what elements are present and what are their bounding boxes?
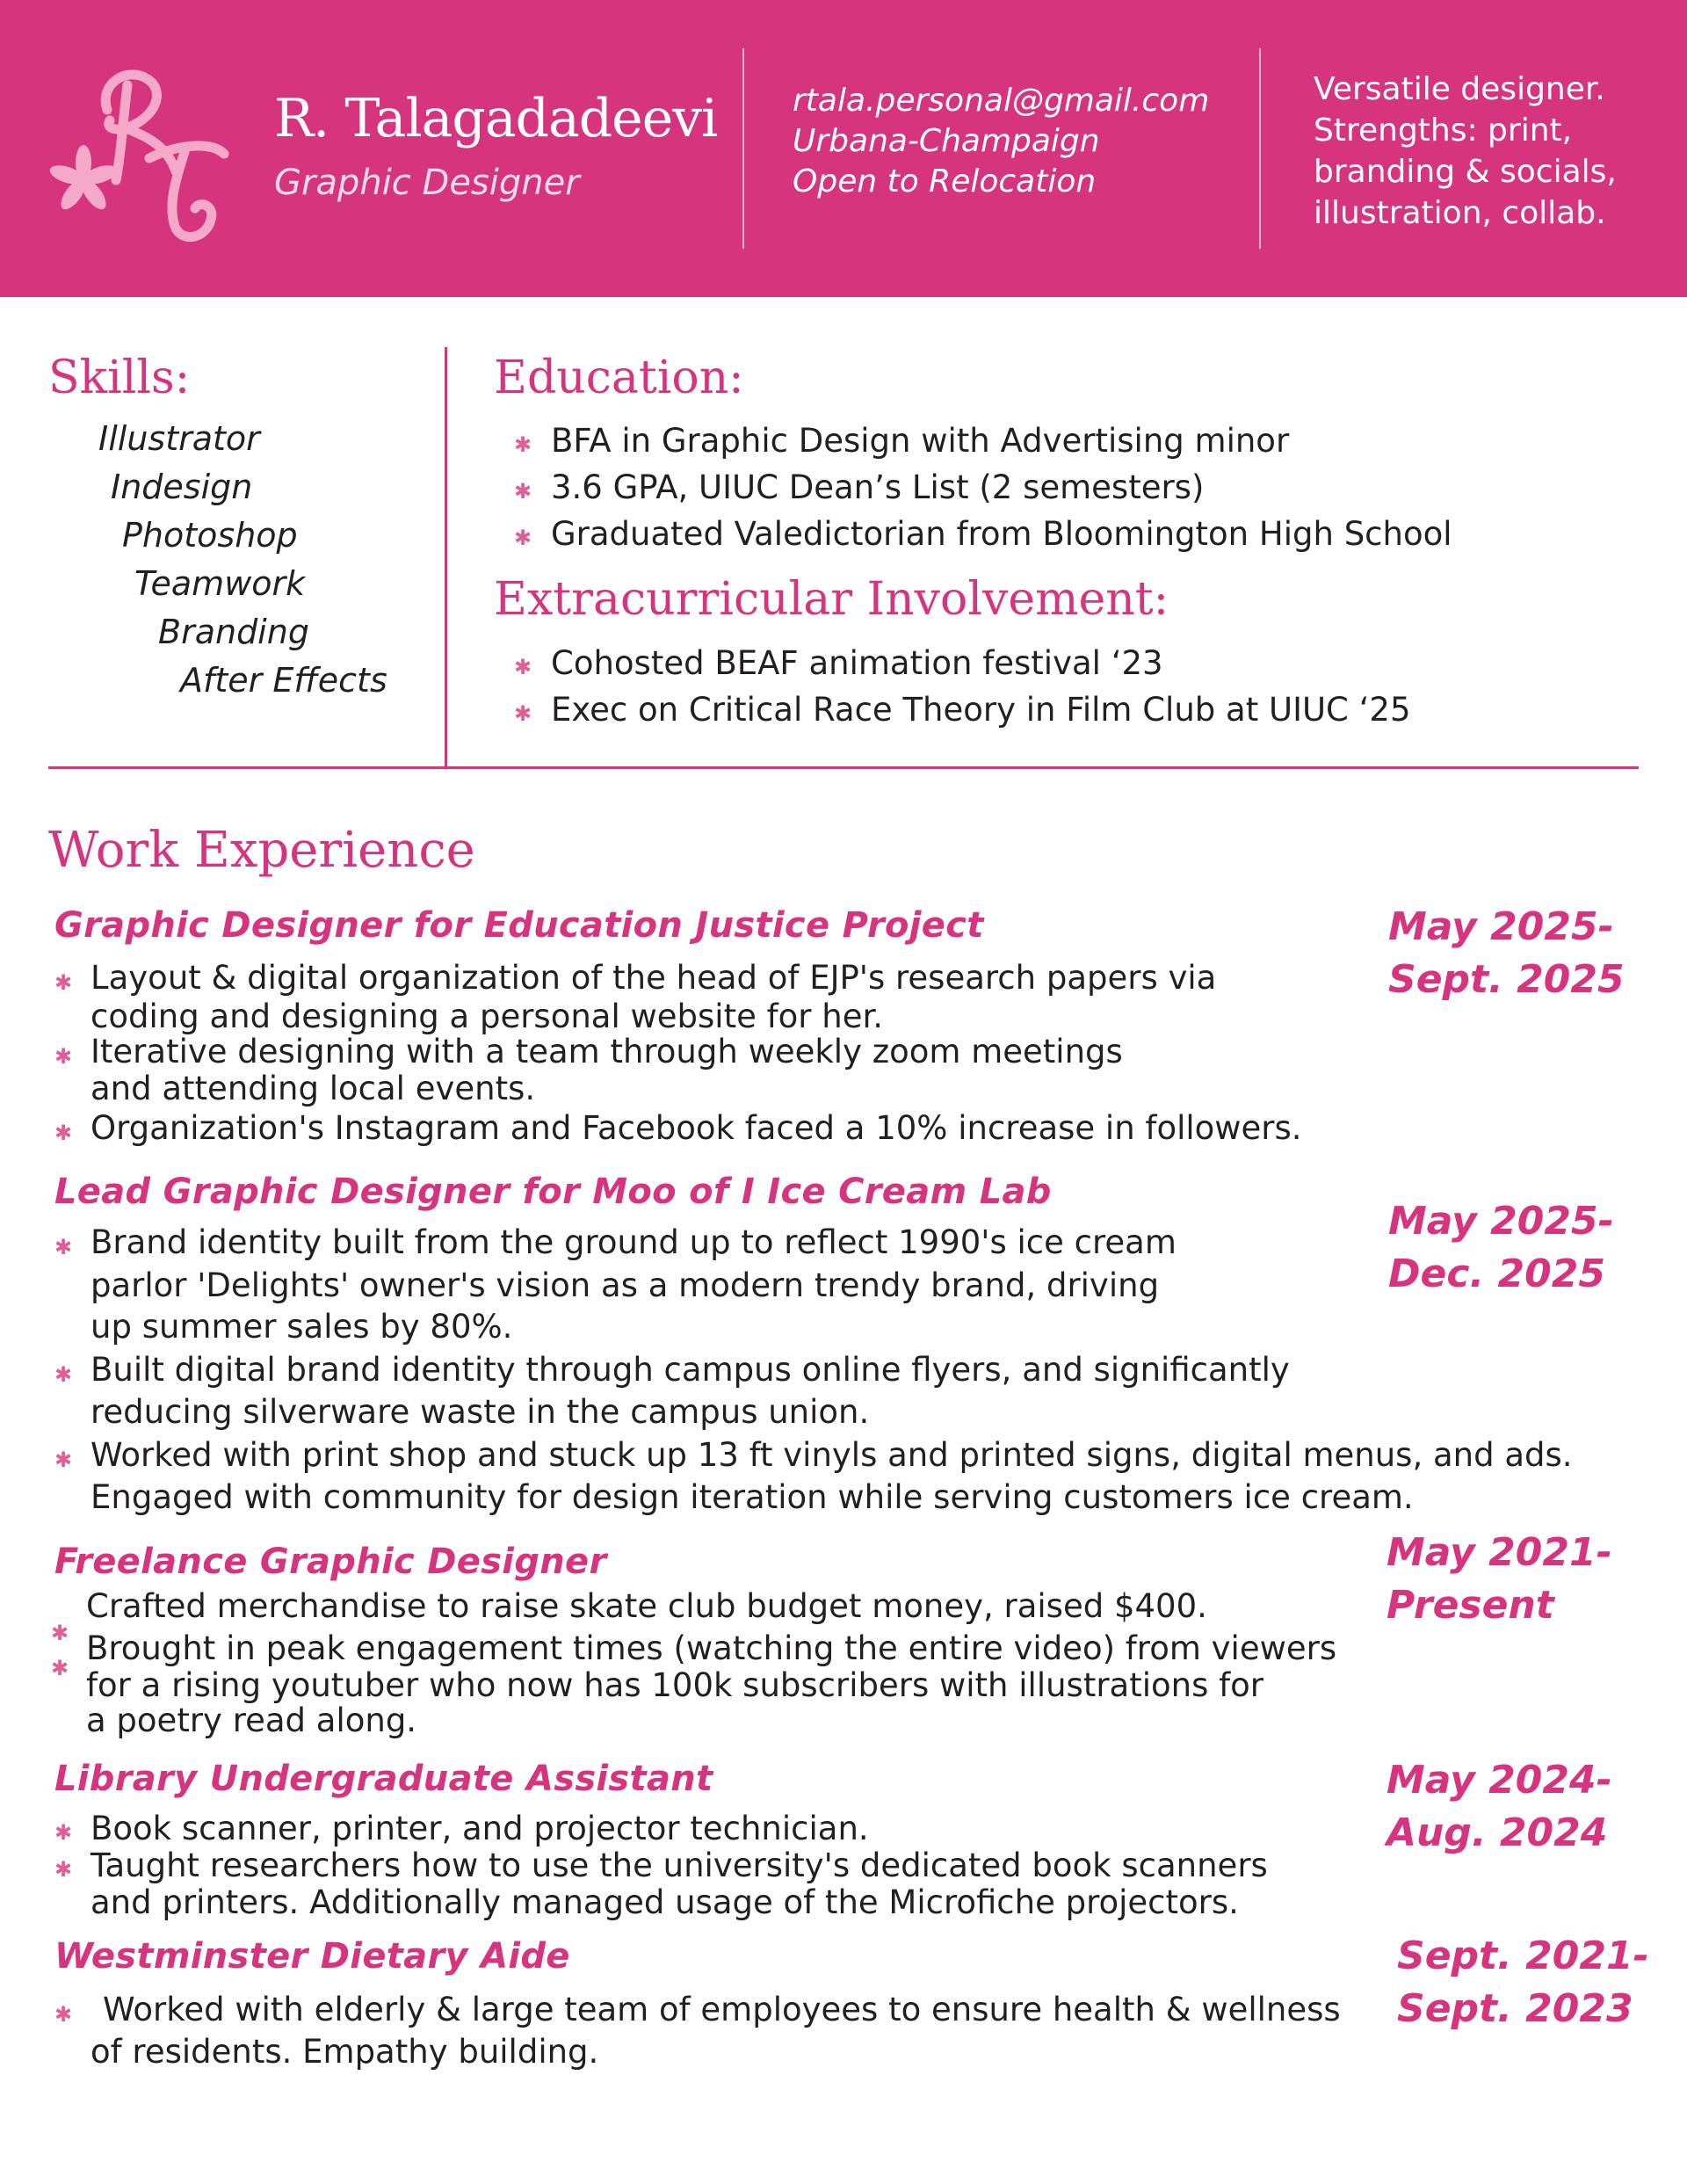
asterisk-bullet-icon: ✱ <box>54 1820 73 1845</box>
education-item: Graduated Valedictorian from Bloomington High School <box>551 515 1452 553</box>
job-bullet: parlor 'Delights' owner's vision as a modern trendy brand, driving <box>91 1266 1160 1304</box>
summary-line: branding & socials, <box>1314 154 1617 190</box>
skill-item: Teamwork <box>134 564 306 603</box>
job-bullet: Worked with elderly & large team of employees to ensure health & wellness <box>103 1991 1341 2028</box>
skill-item: After Effects <box>180 661 387 700</box>
summary-line: Versatile designer. <box>1314 71 1605 107</box>
job-title: Westminster Dietary Aide <box>54 1936 570 1977</box>
skill-item: Illustrator <box>98 419 260 458</box>
asterisk-bullet-icon: ✱ <box>54 1044 73 1069</box>
asterisk-bullet-icon: ✱ <box>54 970 73 995</box>
summary-line: illustration, collab. <box>1314 195 1606 231</box>
asterisk-bullet-icon: ✱ <box>51 1656 69 1680</box>
asterisk-bullet-icon: ✱ <box>514 701 532 726</box>
job-bullet: Book scanner, printer, and projector technician. <box>91 1810 869 1847</box>
job-bullet: for a rising youtuber who now has 100k subscribers with illustrations for <box>86 1666 1264 1704</box>
email-link[interactable]: rtala.personal@gmail.com <box>793 83 1210 119</box>
rt-monogram-logo <box>44 48 233 246</box>
asterisk-bullet-icon: ✱ <box>514 432 532 457</box>
job-bullet: up summer sales by 80%. <box>91 1308 513 1346</box>
asterisk-bullet-icon: ✱ <box>514 479 532 504</box>
job-bullet: of residents. Empathy building. <box>91 2033 599 2071</box>
location: Urbana-Champaign <box>793 123 1100 159</box>
asterisk-bullet-icon: ✱ <box>54 1121 73 1145</box>
education-item: BFA in Graphic Design with Advertising minor <box>551 422 1290 460</box>
column-divider <box>445 347 447 767</box>
job-bullet: Organization's Instagram and Facebook faced a 10% increase in followers. <box>91 1109 1302 1147</box>
job-dates <box>1388 1195 1614 1301</box>
summary-line: Strengths: print, <box>1314 112 1573 149</box>
job-dates <box>1388 901 1625 1006</box>
job-bullet: and printers. Additionally managed usage of the Microfiche projectors. <box>91 1883 1239 1921</box>
extracurricular-item: Cohosted BEAF animation festival ‘23 <box>551 644 1163 682</box>
education-heading: Education: <box>494 352 744 404</box>
header-banner <box>0 0 1687 297</box>
job-dates <box>1397 1930 1649 2035</box>
job-date-end: Sept. 2023 <box>1397 1986 1633 2031</box>
education-item: 3.6 GPA, UIUC Dean’s List (2 semesters) <box>551 468 1205 506</box>
job-date-end: Sept. 2025 <box>1388 957 1625 1002</box>
asterisk-bullet-icon: ✱ <box>54 1235 73 1259</box>
header-divider <box>742 48 744 249</box>
job-title: Freelance Graphic Designer <box>54 1542 607 1582</box>
asterisk-bullet-icon: ✱ <box>54 1362 73 1387</box>
job-bullet: Engaged with community for design iteration while serving customers ice cream. <box>91 1478 1414 1516</box>
job-bullet: Iterative designing with a team through weekly zoom meetings <box>91 1033 1123 1070</box>
asterisk-bullet-icon: ✱ <box>54 1448 73 1472</box>
skill-item: Indesign <box>111 468 253 506</box>
applicant-name: R. Talagadadeevi <box>274 88 718 149</box>
relocation-note: Open to Relocation <box>793 163 1097 200</box>
skill-item: Photoshop <box>122 516 298 555</box>
contact-info <box>793 81 1209 202</box>
job-bullet: Brought in peak engagement times (watching the entire video) from viewers <box>86 1629 1337 1667</box>
job-bullet: Layout & digital organization of the head of EJP's research papers via <box>91 959 1217 997</box>
asterisk-bullet-icon: ✱ <box>51 1621 69 1645</box>
job-dates <box>1387 1527 1612 1632</box>
job-date-start: May 2024- <box>1387 1758 1612 1803</box>
job-date-end: Aug. 2024 <box>1387 1810 1608 1855</box>
job-bullet: Brand identity built from the ground up to reflect 1990's ice cream <box>91 1223 1177 1261</box>
section-divider <box>48 766 1639 769</box>
extracurricular-heading: Extracurricular Involvement: <box>494 573 1169 626</box>
job-date-start: Sept. 2021- <box>1397 1934 1649 1978</box>
summary <box>1314 69 1617 234</box>
job-bullet: Worked with print shop and stuck up 13 ft vinyls and printed signs, digital menus, and ads. <box>91 1436 1573 1474</box>
skills-heading: Skills: <box>48 352 191 404</box>
header-divider <box>1259 48 1261 249</box>
job-dates <box>1387 1754 1612 1860</box>
work-heading: Work Experience <box>48 822 475 879</box>
job-bullet: and attending local events. <box>91 1070 536 1107</box>
job-bullet: coding and designing a personal website for her. <box>91 998 884 1035</box>
asterisk-bullet-icon: ✱ <box>514 526 532 550</box>
job-date-end: Dec. 2025 <box>1388 1252 1605 1296</box>
job-bullet: reducing silverware waste in the campus union. <box>91 1393 870 1431</box>
job-bullet: a poetry read along. <box>86 1701 417 1739</box>
asterisk-bullet-icon: ✱ <box>514 655 532 679</box>
job-date-start: May 2021- <box>1387 1530 1612 1575</box>
job-title: Library Undergraduate Assistant <box>54 1759 713 1799</box>
asterisk-bullet-icon: ✱ <box>54 2002 73 2027</box>
asterisk-bullet-icon: ✱ <box>54 1857 73 1882</box>
extracurricular-item: Exec on Critical Race Theory in Film Club at UIUC ‘25 <box>551 691 1411 729</box>
job-title: Graphic Designer for Education Justice Project <box>54 905 984 946</box>
applicant-role: Graphic Designer <box>274 163 580 203</box>
job-title: Lead Graphic Designer for Moo of I Ice Cream Lab <box>54 1172 1052 1212</box>
job-bullet: Crafted merchandise to raise skate club budget money, raised $400. <box>86 1587 1207 1625</box>
job-date-start: May 2025- <box>1388 904 1614 949</box>
job-bullet: Taught researchers how to use the university's dedicated book scanners <box>91 1847 1268 1884</box>
job-bullet: Built digital brand identity through campus online flyers, and significantly <box>91 1351 1290 1389</box>
job-date-start: May 2025- <box>1388 1199 1614 1244</box>
flower-icon <box>47 145 119 214</box>
skill-item: Branding <box>158 613 309 651</box>
job-date-end: Present <box>1387 1583 1554 1628</box>
